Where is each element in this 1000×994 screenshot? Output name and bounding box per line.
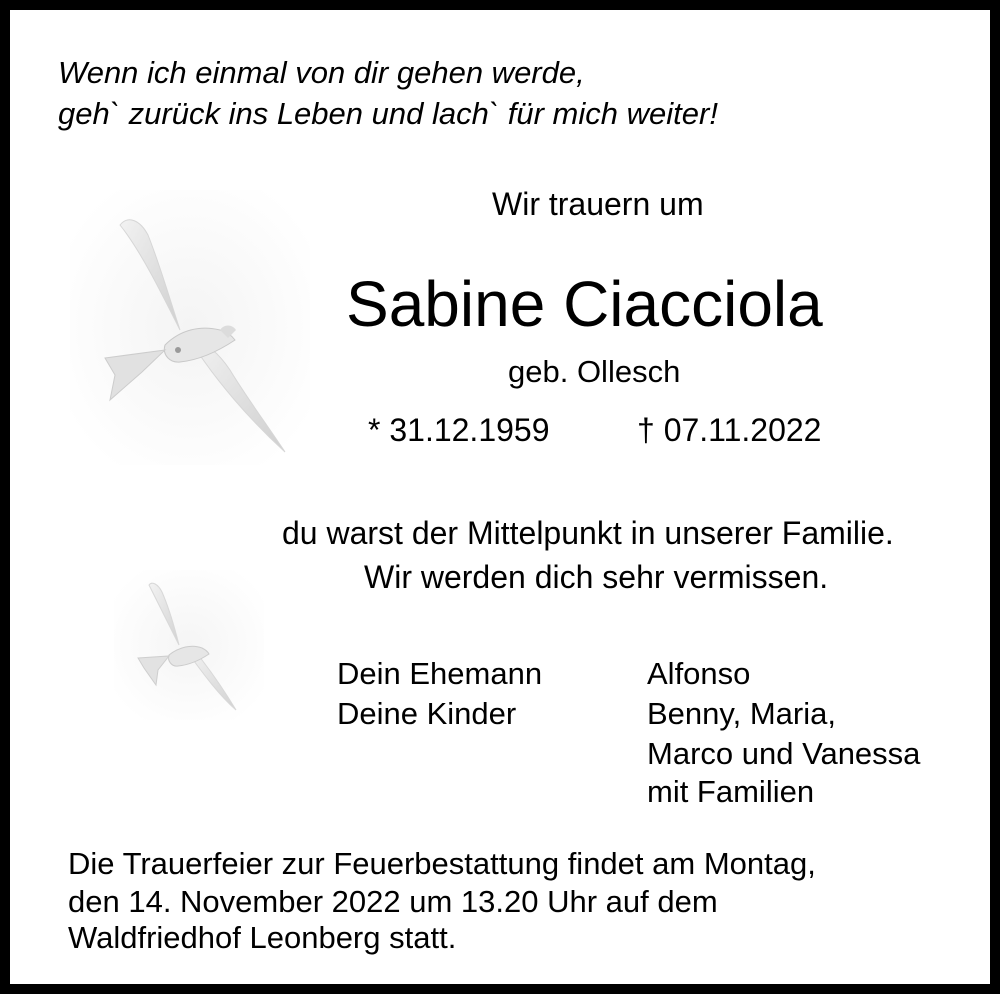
service-line-1: Die Trauerfeier zur Feuerbestattung findet am Montag, — [68, 846, 816, 881]
dove-small-image — [114, 570, 264, 720]
motto-line-2: geh` zurück ins Leben und lach` für mich weiter! — [58, 96, 718, 131]
mourner-relation-spouse: Dein Ehemann — [337, 656, 543, 691]
mourner-name: Alfonso — [647, 656, 751, 691]
motto-line-1: Wenn ich einmal von dir gehen werde, — [58, 55, 585, 90]
message-line-2: Wir werden dich sehr vermissen. — [364, 559, 829, 595]
death-date: † 07.11.2022 — [637, 412, 822, 448]
mourner-name: Marco und Vanessa — [647, 736, 921, 771]
mourner-relation-children: Deine Kinder — [337, 696, 517, 731]
message-line-1: du warst der Mittelpunkt in unserer Familie. — [282, 515, 894, 551]
service-line-3: Waldfriedhof Leonberg statt. — [68, 920, 457, 955]
deceased-name: Sabine Ciacciola — [346, 268, 823, 340]
birth-date: * 31.12.1959 — [368, 412, 550, 448]
service-line-2: den 14. November 2022 um 13.20 Uhr auf dem — [68, 884, 718, 919]
dove-large-image — [70, 190, 310, 465]
mourner-name: Benny, Maria, — [647, 696, 836, 731]
mourner-name: mit Familien — [647, 774, 815, 809]
intro-text: Wir trauern um — [492, 186, 704, 222]
maiden-name: geb. Ollesch — [508, 354, 681, 389]
